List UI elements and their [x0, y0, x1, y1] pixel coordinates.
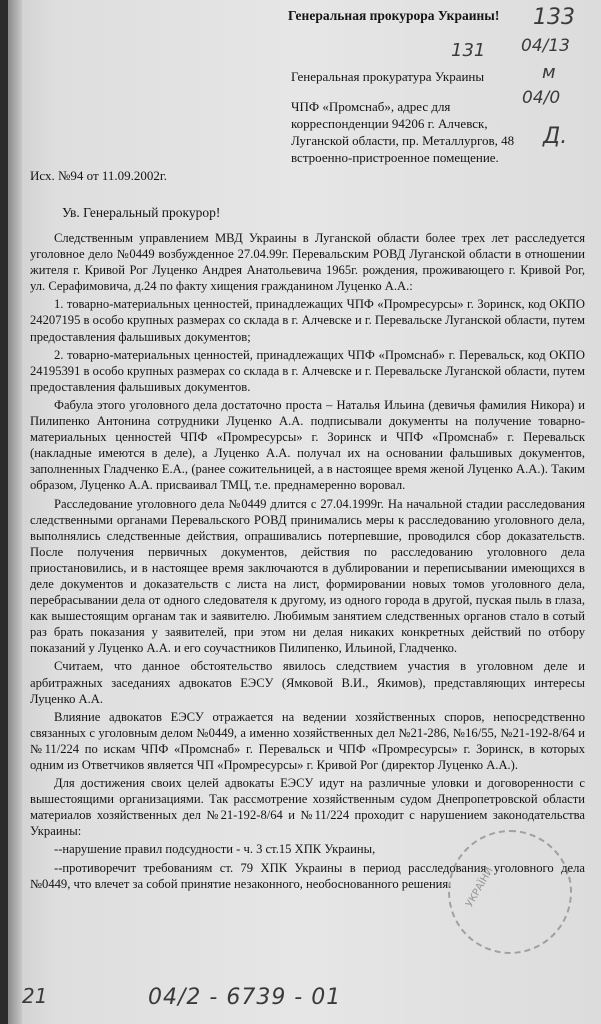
paragraph: 1. товарно-материальных ценностей, принадлежащих ЧПФ «Промресурсы» г. Зоринск, код ОКПО 24207195 в особо крупных размерах со склада в г. Алчевске и г. Перевальске Луганской области, путем предоставления фальшивых документов; — [30, 297, 585, 344]
recipient-address: Генеральная прокуратура Украины — [291, 69, 485, 84]
paragraph: Фабула этого уголовного дела достаточно проста – Наталья Ильина (девичья фамилия Никора) и Пилипенко Антонина сотрудники Луценко А.А. подписывали документы на получение товарно-материальных ценностей ЧПФ «Промресурсы» г. Зоринск и ЧПФ «Промснаб» г. Перевальск (накладные имеются в деле), а Луценко А.А. получал их на основании фальшивых документов, заполненных Гладченко Е.А., (ранее сожительницей, а в настоящее время женой Луценко А.А.). Таким образом, Луценко А.А. присваивал ТМЦ, т.е. преднамеренно воровал. — [30, 397, 585, 493]
paragraph: Расследование уголовного дела №0449 длится с 27.04.1999г. На начальной стадии расследования следственными органами Перевальского РОВД принимались меры к расследованию уголовного дела, выполнялись следственные действия, опрашивались потерпевшие, проводился сбор доказательств. После получения первичных документов, действия по расследованию уголовного дела приостановились, и в настоящее время заключаются в дублировании и переписывании имеющихся в деле документов и доказательств с листа на лист, формировании новых томов уголовного дела, перебрасывании дела от одного следователя к другому, из одного города в другой, пуская пыль в глаза, как вышестоящим органам так и заявителю. Любимым занятием следственных органов стало в сотый раз брать показания у заявителей, при этом ни делая никаких конкретных действий по отбору показаний у Луценко А.А. и его соучастников Пилипенко, Ильиной, Гладченко. — [30, 496, 585, 656]
handwritten-registration-number: 04/2 - 6739 - 01 — [148, 985, 342, 1010]
handwritten-reg-number-2: 04/0 — [522, 88, 561, 108]
handwritten-page-number: 133 — [533, 5, 575, 30]
list-item: --противоречит требованиям ст. 79 ХПК Украины в период расследования уголовного дела №0449, что влечет за собой принятие незаконного, необоснованного решения. — [30, 860, 585, 891]
paragraph: Считаем, что данное обстоятельство явилось следствием участия в уголовном деле и арбитражных заседаниях адвокатов ЕЭСУ (Ямковой В.И., Якимов), представляющих интересы Луценко А.А. — [30, 659, 585, 706]
top-heading: Генеральная прокурора Украины! — [288, 8, 500, 23]
letter-body — [30, 230, 585, 894]
paragraph: Следственным управлением МВД Украины в Луганской области более трех лет расследуется уголовное дело №0449 возбужденное 27.04.99г. Перевальским РОВД Луганской области в отношении жителя г. Кривой Рог Луценко Андрея Анатольевича 1965г. рождения, проживающего г. Кривой Рог, ул. Серафимовича, д.24 по факту хищения гражданином Луценко А.А.: — [30, 231, 585, 294]
handwritten-reg-number: 04/13 — [521, 36, 570, 56]
stamp-text: УКРАЇНИ — [464, 865, 496, 910]
paragraph: Для достижения своих целей адвокаты ЕЭСУ идут на различные уловки и договоренности с вышестоящими организациями. Так рассмотрение хозяйственным судом Днепропетровской области материалов хозяйственных дел №21-192-8/64 и №11/224 проходит с нарушением законодательства Украины: — [30, 776, 585, 839]
handwritten-margin-mark: 21 — [22, 984, 48, 1008]
reference-number: Исх. №94 от 11.09.2002г. — [30, 168, 168, 183]
sender-address: ЧПФ «Промснаб», адрес для корреспонденции 94206 г. Алчевск, Луганской области, пр. Металлургов, 48 встроенно-пристроенное помещение. — [291, 99, 515, 165]
greeting: Ув. Генеральный прокурор! — [62, 205, 221, 220]
handwritten-mark: м — [542, 62, 556, 83]
document-page — [8, 0, 601, 1024]
paragraph: 2. товарно-материальных ценностей, принадлежащих ЧПФ «Промснаб» г. Перевальск, код ОКПО 24195391 в особо крупных размерах со склада в г. Алчевске и г. Перевальске Луганской области, путем предоставления фальшивых документов. — [30, 347, 585, 394]
binding-edge — [8, 0, 22, 1024]
official-stamp — [448, 830, 572, 954]
handwritten-signature: Д. — [543, 124, 568, 149]
paragraph: Влияние адвокатов ЕЭСУ отражается на ведении хозяйственных споров, непосредственно связанных с уголовным делом №0449, а именно хозяйственных дел №21-286, №16/55, №21-192-8/64 и №11/224 по искам ЧПФ «Промснаб» г. Перевальск и ЧПФ «Промресурсы» г. Зоринск, в которых одним из Ответчиков является ЧП «Промресурсы» г. Кривой Рог (директор Луценко А.А.). — [30, 709, 585, 772]
list-item: --нарушение правил подсудности - ч. 3 ст.15 ХПК Украины, — [54, 842, 376, 857]
handwritten-page-number-alt: 131 — [451, 40, 486, 61]
